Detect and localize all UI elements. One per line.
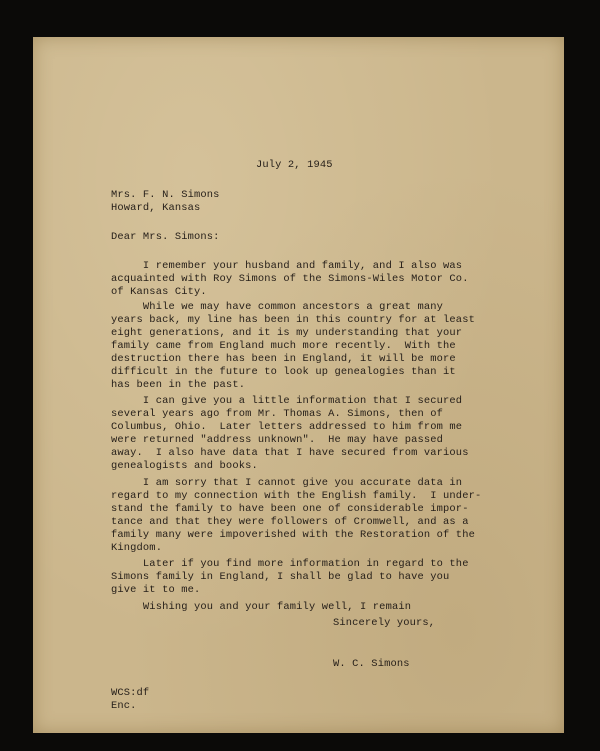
paragraph-line: difficult in the future to look up genealogies than it (111, 366, 456, 378)
salutation: Dear Mrs. Simons: (111, 231, 220, 243)
paragraph-line: family many were impoverished with the Restoration of the (111, 529, 475, 541)
paragraph-line: regard to my connection with the English family. I under- (111, 490, 482, 502)
enclosure-note: Enc. (111, 700, 137, 712)
closing: Sincerely yours, (333, 617, 436, 629)
paragraph-line: I remember your husband and family, and I also was (111, 260, 463, 272)
letter-page (33, 37, 564, 733)
signature-name: W. C. Simons (333, 658, 410, 670)
paragraph-line: stand the family to have been one of considerable impor- (111, 503, 469, 515)
reference-initials: WCS:df (111, 687, 150, 699)
paragraph-line: Columbus, Ohio. Later letters addressed to him from me (111, 421, 463, 433)
paragraph-line: several years ago from Mr. Thomas A. Simons, then of (111, 408, 444, 420)
paragraph-line: eight generations, and it is my understanding that your (111, 327, 463, 339)
paragraph-line: Later if you find more information in regard to the (111, 558, 469, 570)
paragraph-line: tance and that they were followers of Cromwell, and as a (111, 516, 469, 528)
paragraph-line: Simons family in England, I shall be glad to have you (111, 571, 450, 583)
paragraph-line: acquainted with Roy Simons of the Simons-Wiles Motor Co. (111, 273, 469, 285)
paragraph-line: years back, my line has been in this country for at least (111, 314, 475, 326)
recipient-address: Howard, Kansas (111, 202, 201, 214)
paragraph-line: While we may have common ancestors a great many (111, 301, 444, 313)
paragraph-line: give it to me. (111, 584, 201, 596)
paragraph-line: were returned "address unknown". He may have passed (111, 434, 444, 446)
paragraph-line: away. I also have data that I have secured from various (111, 447, 469, 459)
paragraph-line: genealogists and books. (111, 460, 258, 472)
paragraph-line: of Kansas City. (111, 286, 207, 298)
paragraph-line: has been in the past. (111, 379, 246, 391)
paragraph-line: Wishing you and your family well, I remain (111, 601, 412, 613)
paragraph-line: I can give you a little information that I secured (111, 395, 463, 407)
paragraph-line: I am sorry that I cannot give you accurate data in (111, 477, 463, 489)
paragraph-line: family came from England much more recently. With the (111, 340, 456, 352)
recipient-name: Mrs. F. N. Simons (111, 189, 220, 201)
paragraph-line: destruction there has been in England, it will be more (111, 353, 456, 365)
letter-date: July 2, 1945 (256, 159, 333, 171)
paragraph-line: Kingdom. (111, 542, 163, 554)
